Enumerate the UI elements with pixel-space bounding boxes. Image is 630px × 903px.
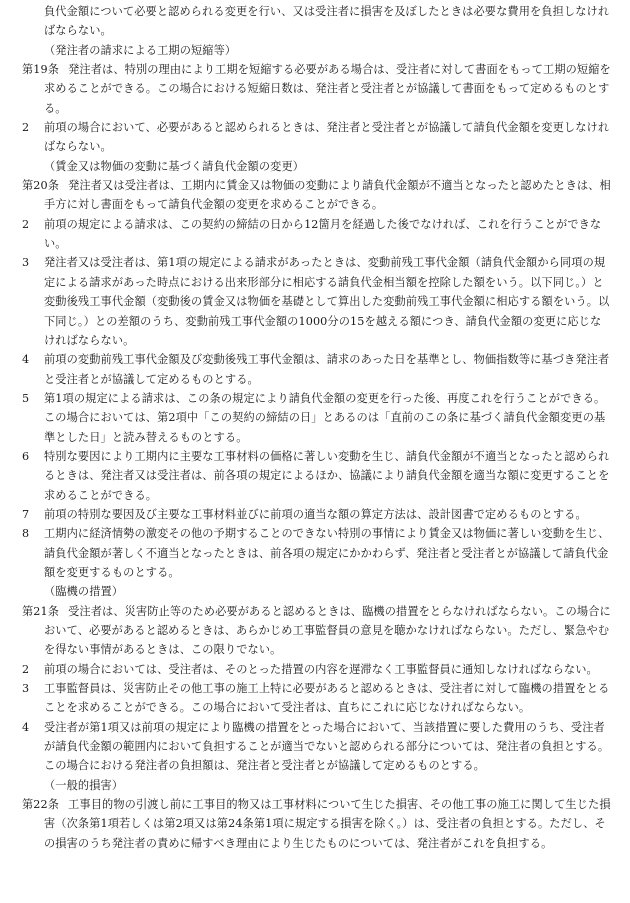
article-number: 第22条 <box>22 798 60 812</box>
clause-paragraph <box>22 524 612 582</box>
article-heading <box>22 157 612 176</box>
clause-number: 4 <box>22 353 30 367</box>
clause-number: 3 <box>22 682 30 696</box>
clause-paragraph <box>22 679 612 718</box>
paragraph-text: 特別な要因により工期内に主要な工事材料の価格に著しい変動を生じ、請負代金額が不適当となったと認められるときは、発注者又は受注者は、前各項の規定によるほか、協議により請負代金額を適当な額に変更することを求めることができる。 <box>44 449 610 502</box>
paragraph-text: 受注者が第1項又は前項の規定により臨機の措置をとった場合において、当該措置に要した費用のうち、受注者が請負代金額の範囲内において負担することが適当でないと認められる部分については、発注者の負担とする。この場合における発注者の負担額は、発注者と受注者とが協議して定めるものとする。 <box>44 720 610 773</box>
paragraph-text: 前項の変動前残工事代金額及び変動後残工事代金額は、請求のあった日を基準とし、物価指数等に基づき発注者と受注者とが協議して定めるものとする。 <box>44 353 610 386</box>
article-paragraph <box>22 176 612 215</box>
paragraph-text: （発注者の請求による工期の短縮等） <box>44 43 237 57</box>
clause-number: 3 <box>22 256 30 270</box>
clause-number: 4 <box>22 720 30 734</box>
article-paragraph <box>22 602 612 660</box>
clause-paragraph <box>22 215 612 254</box>
clause-number: 2 <box>22 121 30 135</box>
continued-paragraph <box>22 2 612 41</box>
clause-paragraph <box>22 660 612 679</box>
paragraph-text: （賃金又は物価の変動に基づく請負代金額の変更） <box>44 159 305 173</box>
paragraph-text: 受注者は、災害防止等のため必要があると認めるときは、臨機の措置をとらなければならない。この場合において、必要があると認めるときは、あらかじめ工事監督員の意見を聴かなければならない。ただし、緊急やむを得ない事情があるときは、この限りでない。 <box>44 604 611 657</box>
article-number: 第20条 <box>22 179 60 193</box>
clause-paragraph <box>22 447 612 505</box>
paragraph-text: 工事監督員は、災害防止その他工事の施工上特に必要があると認めるときは、受注者に対して臨機の措置をとることを求めることができる。この場合において受注者は、直ちにこれに応じなければならない。 <box>44 682 610 715</box>
paragraph-text: 発注者は、特別の理由により工期を短縮する必要がある場合は、受注者に対して書面をもって工期の短縮を求めることができる。この場合における短縮日数は、発注者と受注者とが協議して書面をもって定めるものとする。 <box>44 63 611 115</box>
clause-paragraph <box>22 118 612 157</box>
article-number: 第21条 <box>22 604 60 618</box>
article-paragraph <box>22 795 612 853</box>
clause-number: 6 <box>22 449 30 463</box>
paragraph-text: 前項の特別な要因及び主要な工事材料並びに前項の適当な額の算定方法は、設計図書で定めるものとする。 <box>44 507 587 521</box>
paragraph-text: 前項の場合においては、受注者は、そのとった措置の内容を遅滞なく工事監督員に通知しなければならない。 <box>44 662 598 676</box>
article-paragraph <box>22 60 612 118</box>
article-number: 第19条 <box>22 63 60 77</box>
clause-number: 8 <box>22 527 30 541</box>
clause-paragraph <box>22 505 612 524</box>
clause-paragraph <box>22 389 612 447</box>
paragraph-text: 発注者又は受注者は、第1項の規定による請求があったときは、変動前残工事代金額（請負代金額から同項の規定による請求があった時点における出来形部分に相応する請負代金相当額を控除した額をいう。以下同じ。）と変動後残工事代金額（変動後の賃金又は物価を基礎として算出した変動前残工事代金額に相応する額をいう。以下同じ。）との差額のうち、変動前残工事代金額の1000分の15を越える額につき、請負代金額の変更に応じなければならない。 <box>44 256 610 347</box>
clause-number: 2 <box>22 217 30 231</box>
paragraph-text: 工期内に経済情勢の激変その他の予期することのできない特別の事情により賃金又は物価に著しい変動を生じ、請負代金額が著しく不適当となったときは、前各項の規定にかかわらず、発注者と受注者とが協議して請負代金額を変更するものとする。 <box>44 527 610 579</box>
clause-number: 7 <box>22 507 30 521</box>
paragraph-text: （臨機の措置） <box>44 585 124 599</box>
paragraph-text: 前項の場合において、必要があると認められるときは、発注者と受注者とが協議して請負代金額を変更しなければならない。 <box>44 121 610 154</box>
paragraph-text: 工事目的物の引渡し前に工事目的物又は工事材料について生じた損害、その他工事の施工に関して生じた損害（次条第1項若しくは第2項又は第24条第1項に規定する損害を除く。）は、受注者の負担とする。ただし、その損害のうち発注者の責めに帰すべき理由により生じたものについては、発注者がこれを負担する。 <box>44 798 611 850</box>
paragraph-text: （一般的損害） <box>44 778 124 792</box>
paragraph-text: 第1項の規定による請求は、この条の規定により請負代金額の変更を行った後、再度これを行うことができる。この場合においては、第2項中「この契約の締結の日」とあるのは「直前のこの条に基づく請負代金額変更の基準とした日」と読み替えるものとする。 <box>44 391 606 444</box>
article-heading <box>22 776 612 795</box>
clause-number: 5 <box>22 391 30 405</box>
clause-paragraph <box>22 253 612 350</box>
clause-number: 2 <box>22 662 30 676</box>
paragraph-text: 前項の規定による請求は、この契約の締結の日から12箇月を経過した後でなければ、これを行うことができない。 <box>44 217 602 251</box>
article-heading <box>22 582 612 601</box>
clause-paragraph <box>22 718 612 776</box>
clause-paragraph <box>22 350 612 389</box>
paragraph-text: 負代金額について必要と認められる変更を行い、又は受注者に損害を及ぼしたときは必要な費用を負担しなければならない。 <box>44 5 610 38</box>
paragraph-text: 発注者又は受注者は、工期内に賃金又は物価の変動により請負代金額が不適当となったと認めたときは、相手方に対し書面をもって請負代金額の変更を求めることができる。 <box>44 179 611 212</box>
article-heading <box>22 41 612 60</box>
